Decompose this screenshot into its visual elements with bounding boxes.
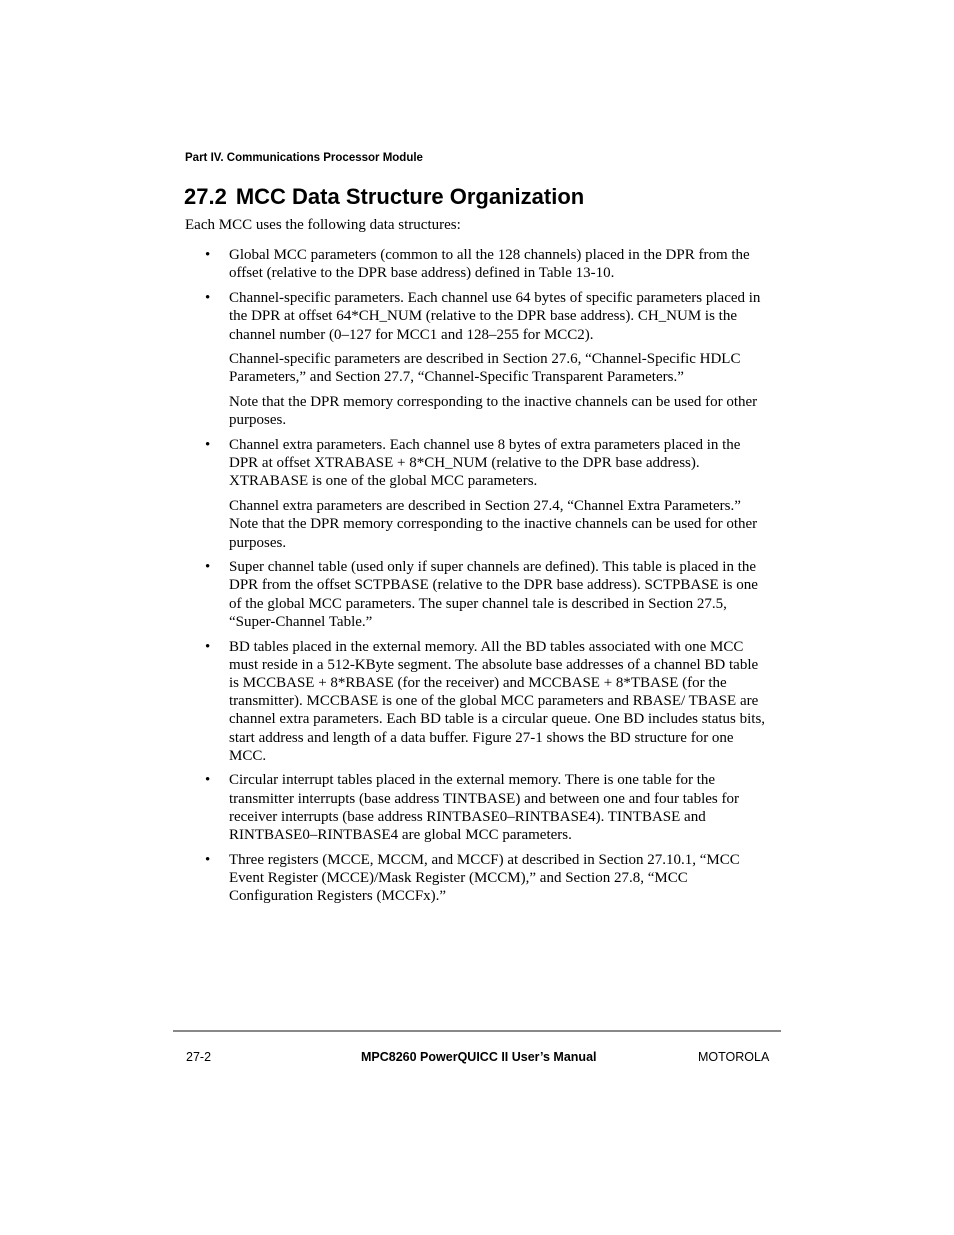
bullet-paragraph: Circular interrupt tables placed in the external memory. There is one table for the transmitter interrupts (base address TINTBASE) and between one and four tables for receiver interrupts (base address RINTBASE0–RINTBASE4). TINTBASE and RINTBASE0–RINTBASE4 are global MCC parameters. — [229, 772, 739, 844]
bullet-dot: • — [205, 772, 211, 789]
bullet-registers — [185, 851, 770, 906]
intro-paragraph: Each MCC uses the following data structures: — [185, 217, 461, 233]
company-name: MOTOROLA — [698, 1050, 770, 1064]
bullet-dot: • — [205, 437, 211, 454]
section-body — [185, 216, 770, 912]
bullet-list — [185, 246, 770, 905]
bullet-global-params — [185, 246, 770, 282]
bullet-dot: • — [205, 851, 211, 868]
bullet-paragraph: BD tables placed in the external memory. All the BD tables associated with one MCC must reside in a 512-KByte segment. The absolute base addresses of a channel BD table is MCCBASE + 8*RBASE (for the receiver) and MCCBASE + 8*TBASE (for the transmitter). MCCBASE is one of the global MCC parameters and RBASE/ TBASE are channel extra parameters. Each BD table is a circular queue. One BD includes status bits, start address and length of a data buffer. Figure 27-1 shows the BD structure for one MCC. — [229, 638, 766, 764]
running-head: Part IV. Communications Processor Module — [185, 152, 423, 164]
bullet-paragraph: Channel extra parameters. Each channel use 8 bytes of extra parameters placed in the DPR at offset XTRABASE + 8*CH_NUM (relative to the DPR base address). XTRABASE is one of the global MCC parameters. — [229, 437, 741, 490]
bullet-dot: • — [205, 247, 211, 264]
section-title — [184, 182, 584, 212]
bullet-super-channel — [185, 558, 770, 631]
bullet-paragraph: Channel-specific parameters. Each channel use 64 bytes of specific parameters placed in the DPR at offset 64*CH_NUM (relative to the DPR base address). CH_NUM is the channel number (0–127 for MCC1 and 128–255 for MCC2). — [229, 290, 761, 343]
section-title-text: MCC Data Structure Organization — [235, 184, 585, 209]
bullet-paragraph: Three registers (MCCE, MCCM, and MCCF) at described in Section 27.10.1, “MCC Event Register (MCCE)/Mask Register (MCCM),” and Section 27.8, “MCC Configuration Registers (MCCFx).” — [229, 851, 740, 905]
bullet-interrupt-tables — [185, 771, 770, 844]
bullet-paragraph: Channel extra parameters are described in Section 27.4, “Channel Extra Parameters.” Note that the DPR memory corresponding to the inactive channels can be used for other purposes. — [229, 498, 758, 551]
footer-rule — [173, 1030, 781, 1032]
bullet-paragraph: Global MCC parameters (common to all the 128 channels) placed in the DPR from the offset (relative to the DPR base address) defined in Table 13-10. — [229, 247, 750, 282]
section-number: 27.2 — [184, 184, 227, 209]
page-number: 27-2 — [186, 1050, 212, 1064]
bullet-channel-extra — [185, 436, 770, 552]
bullet-paragraph: Note that the DPR memory corresponding to the inactive channels can be used for other purposes. — [229, 394, 758, 429]
bullet-dot: • — [205, 290, 211, 307]
bullet-channel-specific — [185, 289, 770, 429]
bullet-dot: • — [205, 638, 211, 655]
manual-title: MPC8260 PowerQUICC II User’s Manual — [361, 1050, 597, 1064]
bullet-dot: • — [205, 559, 211, 576]
bullet-bd-tables — [185, 638, 770, 765]
bullet-paragraph: Channel-specific parameters are described in Section 27.6, “Channel-Specific HDLC Parameters,” and Section 27.7, “Channel-Specific Transparent Parameters.” — [229, 351, 741, 386]
bullet-paragraph: Super channel table (used only if super channels are defined). This table is placed in the DPR from the offset SCTPBASE (relative to the DPR base address). SCTPBASE is one of the global MCC parameters. The super channel tale is described in Section 27.5, “Super-Channel Table.” — [229, 559, 758, 630]
